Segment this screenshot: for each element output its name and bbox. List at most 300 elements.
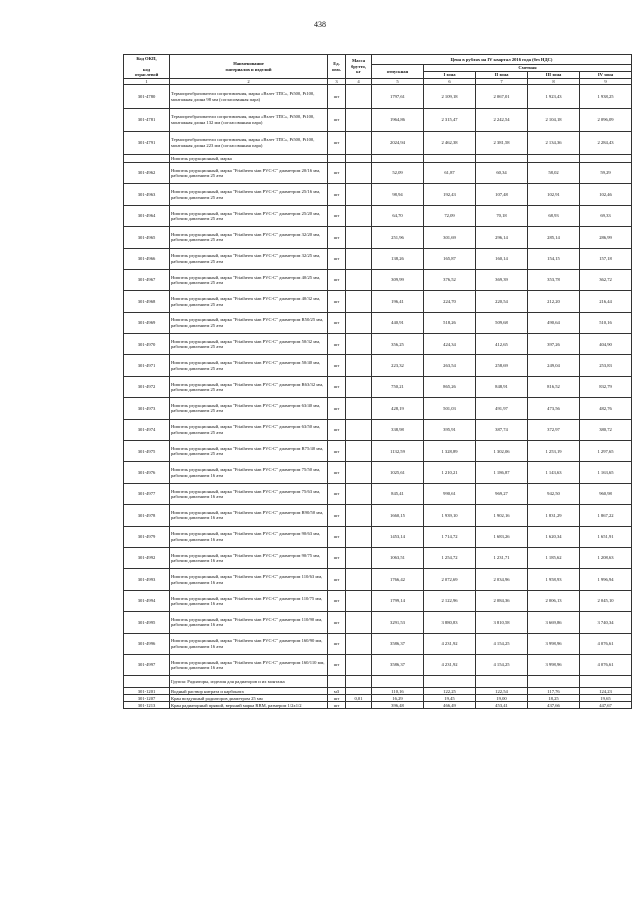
cell-price-1: 110,16 bbox=[372, 688, 424, 695]
cell-price-2: 1 210,21 bbox=[424, 462, 476, 483]
cell-code: 301-4967 bbox=[124, 269, 170, 290]
cell-mass bbox=[346, 312, 372, 333]
table-row bbox=[124, 505, 632, 526]
cell-name: Ниппель редукционный, марка "Friatherm stan PVC-C" диаметром R75/40 мм, рабочим давлением 25 атм bbox=[170, 441, 328, 462]
cell-price-1: 1063,51 bbox=[372, 548, 424, 569]
header-zone-1: I зона bbox=[424, 72, 476, 79]
cell-price-5: 124,23 bbox=[580, 688, 632, 695]
cell-price-4: 2 006,13 bbox=[528, 590, 580, 611]
cell-price-2: 376,52 bbox=[424, 269, 476, 290]
cell-price-4: 154,15 bbox=[528, 248, 580, 269]
cell-price-3: 258,69 bbox=[476, 355, 528, 376]
cell-code bbox=[124, 154, 170, 162]
cell-mass bbox=[346, 355, 372, 376]
cell-price-2: 424,34 bbox=[424, 334, 476, 355]
cell-price-1: 138,26 bbox=[372, 248, 424, 269]
cell-code: 301-1207 bbox=[124, 695, 170, 702]
cell-code: 301-1201 bbox=[124, 688, 170, 695]
cell-price-1: 845,41 bbox=[372, 483, 424, 504]
cell-empty bbox=[580, 676, 632, 688]
cell-mass bbox=[346, 526, 372, 547]
cell-unit: шт bbox=[328, 227, 346, 248]
cell-price-4: 1 831,29 bbox=[528, 505, 580, 526]
cell-price-4: 397,26 bbox=[528, 334, 580, 355]
column-index-row: 1 2 3 4 5 6 7 8 9 bbox=[124, 79, 632, 85]
cell-price-2: 1 714,72 bbox=[424, 526, 476, 547]
cell-code: 301-4978 bbox=[124, 505, 170, 526]
cell-mass bbox=[346, 184, 372, 205]
header-base-price: отпускная bbox=[372, 65, 424, 79]
cell-mass: 0,01 bbox=[346, 695, 372, 702]
cell-empty bbox=[328, 676, 346, 688]
cell-price-5: 404,90 bbox=[580, 334, 632, 355]
cell-price-4: 18,25 bbox=[528, 695, 580, 702]
cell-price-3: 1 186,87 bbox=[476, 462, 528, 483]
page-number: 438 bbox=[314, 20, 326, 29]
cell-mass bbox=[346, 654, 372, 675]
cell-mass bbox=[346, 419, 372, 440]
cell-unit: шт bbox=[328, 85, 346, 108]
cell-unit: шт bbox=[328, 291, 346, 312]
cell-price-4: 1 185,62 bbox=[528, 548, 580, 569]
cell-mass bbox=[346, 227, 372, 248]
cell-price-3: 387,74 bbox=[476, 419, 528, 440]
cell-unit: шт bbox=[328, 526, 346, 547]
cell-price-1: 52,09 bbox=[372, 162, 424, 183]
cell-price-2: 19,45 bbox=[424, 695, 476, 702]
cell-code: 301-4979 bbox=[124, 526, 170, 547]
table-row bbox=[124, 688, 632, 695]
cell-price-5: 447,67 bbox=[580, 702, 632, 709]
cell-code: 301-4962 bbox=[124, 162, 170, 183]
group-row bbox=[124, 676, 632, 688]
cell-code: 301-4993 bbox=[124, 569, 170, 590]
cell-price-4: 816,52 bbox=[528, 376, 580, 397]
cell-name: Ниппель редукционный, марка "Friatherm stan PVC-C" диаметром 63/40 мм, рабочим давлением 25 атм bbox=[170, 398, 328, 419]
table-header bbox=[124, 55, 632, 85]
cell-price-4: 1 143,63 bbox=[528, 462, 580, 483]
header-zones: Сметная bbox=[424, 65, 632, 72]
cell-price-1: 396,48 bbox=[372, 702, 424, 709]
cell-price-4: 117,76 bbox=[528, 688, 580, 695]
cell-price-1: 3586,37 bbox=[372, 633, 424, 654]
cell-price-4: 102,91 bbox=[528, 184, 580, 205]
cell-price-3: 1 902,16 bbox=[476, 505, 528, 526]
cell-price-2: 518,26 bbox=[424, 312, 476, 333]
cell-price-4: 1 958,93 bbox=[528, 569, 580, 590]
cell-price-3: 60,34 bbox=[476, 162, 528, 183]
cell-price-5: 1 208,63 bbox=[580, 548, 632, 569]
table-row bbox=[124, 205, 632, 226]
cell-price-3: 969,27 bbox=[476, 483, 528, 504]
cell-price-2: 1 254,72 bbox=[424, 548, 476, 569]
cell-price-3: 2 034,96 bbox=[476, 569, 528, 590]
group-title: Группа: Радиаторы, изделия для радиаторов и их монтажа bbox=[170, 676, 328, 688]
cell-price-1: 1660,15 bbox=[372, 505, 424, 526]
cell-name: Ниппель редукционный, марка "Friatherm stan PVC-C" диаметром 90/75 мм, рабочим давлением 16 атм bbox=[170, 548, 328, 569]
cell-price-2: 395,91 bbox=[424, 419, 476, 440]
cell-unit: шт bbox=[328, 131, 346, 154]
cell-price-2: 122,25 bbox=[424, 688, 476, 695]
cell-price-2: 61,87 bbox=[424, 162, 476, 183]
cell-code: 301-4969 bbox=[124, 312, 170, 333]
cell-mass bbox=[346, 702, 372, 709]
cell-price-3: 2 067,01 bbox=[476, 85, 528, 108]
cell-price-5: 832,79 bbox=[580, 376, 632, 397]
cell-code: 301-4996 bbox=[124, 633, 170, 654]
cell-price-1: 16,29 bbox=[372, 695, 424, 702]
cell-price-4: 2 104,18 bbox=[528, 108, 580, 131]
cell-price-3: 220,54 bbox=[476, 291, 528, 312]
table-row bbox=[124, 633, 632, 654]
cell-price-3: 848,91 bbox=[476, 376, 528, 397]
cell-empty bbox=[424, 154, 476, 162]
price-table bbox=[123, 54, 632, 709]
cell-price-3: 453,41 bbox=[476, 702, 528, 709]
cell-name: Ниппель редукционный, марка "Friatherm stan PVC-C" диаметром 110/90 мм, рабочим давлением 16 атм bbox=[170, 612, 328, 633]
cell-unit: шт bbox=[328, 162, 346, 183]
table-row bbox=[124, 334, 632, 355]
cell-name: Ниппель редукционный, марка "Friatherm stan PVC-C" диаметром R50/25 мм, рабочим давлением 25 атм bbox=[170, 312, 328, 333]
cell-unit: шт bbox=[328, 269, 346, 290]
group-title: Ниппель редукционный, марка bbox=[170, 154, 328, 162]
table-row bbox=[124, 695, 632, 702]
cell-price-2: 192,43 bbox=[424, 184, 476, 205]
cell-price-3: 70,18 bbox=[476, 205, 528, 226]
table-row bbox=[124, 227, 632, 248]
cell-unit: шт bbox=[328, 590, 346, 611]
cell-price-3: 369,39 bbox=[476, 269, 528, 290]
table-row bbox=[124, 548, 632, 569]
cell-price-1: 356,25 bbox=[372, 334, 424, 355]
cell-mass bbox=[346, 462, 372, 483]
cell-price-1: 338,98 bbox=[372, 419, 424, 440]
cell-unit: шт bbox=[328, 612, 346, 633]
cell-price-1: 3291,53 bbox=[372, 612, 424, 633]
cell-unit: шт bbox=[328, 312, 346, 333]
cell-price-5: 3 740,34 bbox=[580, 612, 632, 633]
header-zone-2: II зона bbox=[476, 72, 528, 79]
cell-price-5: 1 867,22 bbox=[580, 505, 632, 526]
cell-price-4: 58,02 bbox=[528, 162, 580, 183]
cell-price-1: 1453,14 bbox=[372, 526, 424, 547]
cell-name: Ниппель редукционный, марка "Friatherm stan PVC-C" диаметром 160/110 мм, рабочим давлением 16 атм bbox=[170, 654, 328, 675]
cell-unit: шт bbox=[328, 569, 346, 590]
cell-price-5: 1 163,65 bbox=[580, 462, 632, 483]
cell-price-4: 437,66 bbox=[528, 702, 580, 709]
table-row bbox=[124, 248, 632, 269]
cell-name: Ниппель редукционный, марка "Friatherm stan PVC-C" диаметром R63/32 мм, рабочим давлением 25 атм bbox=[170, 376, 328, 397]
cell-code: 301-4968 bbox=[124, 291, 170, 312]
cell-mass bbox=[346, 441, 372, 462]
cell-mass bbox=[346, 162, 372, 183]
cell-price-3: 1 683,26 bbox=[476, 526, 528, 547]
cell-code: 301-4780 bbox=[124, 85, 170, 108]
cell-price-2: 466,49 bbox=[424, 702, 476, 709]
cell-mass bbox=[346, 483, 372, 504]
cell-mass bbox=[346, 548, 372, 569]
cell-code: 301-4995 bbox=[124, 612, 170, 633]
table-row bbox=[124, 590, 632, 611]
cell-price-3: 160,14 bbox=[476, 248, 528, 269]
cell-price-5: 59,29 bbox=[580, 162, 632, 183]
cell-price-2: 3 880,83 bbox=[424, 612, 476, 633]
cell-price-5: 69,33 bbox=[580, 205, 632, 226]
cell-price-3: 2 381,58 bbox=[476, 131, 528, 154]
cell-code: 301-4791 bbox=[124, 131, 170, 154]
cell-name: Ниппель редукционный, марка "Friatherm stan PVC-C" диаметром 32/20 мм, рабочим давлением 25 атм bbox=[170, 227, 328, 248]
cell-empty bbox=[580, 154, 632, 162]
cell-unit: шт bbox=[328, 334, 346, 355]
cell-price-1: 251,96 bbox=[372, 227, 424, 248]
cell-price-5: 4 076,61 bbox=[580, 633, 632, 654]
cell-mass bbox=[346, 291, 372, 312]
cell-name: Ниппель редукционный, марка "Friatherm stan PVC-C" диаметром 110/63 мм, рабочим давлением 16 атм bbox=[170, 569, 328, 590]
cell-price-2: 4 231,92 bbox=[424, 654, 476, 675]
header-unit: Ед. изм. bbox=[328, 55, 346, 79]
cell-price-4: 1 253,19 bbox=[528, 441, 580, 462]
cell-price-5: 380,72 bbox=[580, 419, 632, 440]
cell-price-2: 72,09 bbox=[424, 205, 476, 226]
cell-unit: шт bbox=[328, 654, 346, 675]
cell-price-3: 2 084,36 bbox=[476, 590, 528, 611]
cell-price-5: 157,18 bbox=[580, 248, 632, 269]
cell-price-3: 2 242,54 bbox=[476, 108, 528, 131]
cell-name: Термопреобразователи сопротивления, марка «Взлет ТПС», Pt500, Pt100, монтажная длина 98 мм (согласованная пара) bbox=[170, 85, 328, 108]
cell-price-5: 1 938,25 bbox=[580, 85, 632, 108]
cell-name: Ниппель редукционный, марка "Friatherm stan PVC-C" диаметром 75/50 мм, рабочим давлением 16 атм bbox=[170, 462, 328, 483]
cell-price-4: 942,50 bbox=[528, 483, 580, 504]
cell-price-4: 1 620,34 bbox=[528, 526, 580, 547]
cell-mass bbox=[346, 688, 372, 695]
cell-code: 301-4976 bbox=[124, 462, 170, 483]
cell-mass bbox=[346, 376, 372, 397]
cell-unit: шт bbox=[328, 483, 346, 504]
cell-empty bbox=[328, 154, 346, 162]
cell-price-4: 2 134,36 bbox=[528, 131, 580, 154]
cell-unit: шт bbox=[328, 184, 346, 205]
cell-price-1: 1025,61 bbox=[372, 462, 424, 483]
cell-mass bbox=[346, 205, 372, 226]
cell-code: 301-4966 bbox=[124, 248, 170, 269]
cell-price-5: 216,44 bbox=[580, 291, 632, 312]
cell-code: 301-4992 bbox=[124, 548, 170, 569]
cell-unit: шт bbox=[328, 355, 346, 376]
cell-price-4: 68,93 bbox=[528, 205, 580, 226]
cell-name: Ниппель редукционный, марка "Friatherm stan PVC-C" диаметром 160/90 мм, рабочим давлением 16 атм bbox=[170, 633, 328, 654]
cell-price-4: 3 998,96 bbox=[528, 654, 580, 675]
cell-mass bbox=[346, 248, 372, 269]
cell-price-2: 165,87 bbox=[424, 248, 476, 269]
cell-empty bbox=[476, 676, 528, 688]
cell-code: 301-4963 bbox=[124, 184, 170, 205]
cell-price-4: 1 923,43 bbox=[528, 85, 580, 108]
cell-code: 301-4970 bbox=[124, 334, 170, 355]
cell-name: Ниппель редукционный, марка "Friatherm stan PVC-C" диаметром 110/75 мм, рабочим давлением 16 атм bbox=[170, 590, 328, 611]
cell-code: 301-4974 bbox=[124, 419, 170, 440]
cell-mass bbox=[346, 505, 372, 526]
table-row bbox=[124, 702, 632, 709]
cell-price-3: 122,54 bbox=[476, 688, 528, 695]
cell-mass bbox=[346, 131, 372, 154]
cell-price-1: 1964,86 bbox=[372, 108, 424, 131]
cell-price-2: 2 122,96 bbox=[424, 590, 476, 611]
cell-price-2: 1 939,10 bbox=[424, 505, 476, 526]
cell-empty bbox=[346, 676, 372, 688]
table-row bbox=[124, 441, 632, 462]
cell-price-2: 1 328,89 bbox=[424, 441, 476, 462]
cell-name: Водный раствор нитрата и карбоната bbox=[170, 688, 328, 695]
header-zone-3: III зона bbox=[528, 72, 580, 79]
cell-code: 301-4971 bbox=[124, 355, 170, 376]
cell-price-2: 2 109,18 bbox=[424, 85, 476, 108]
cell-unit: шт bbox=[328, 505, 346, 526]
group-row bbox=[124, 154, 632, 162]
table-row bbox=[124, 526, 632, 547]
table-row bbox=[124, 108, 632, 131]
cell-name: Ниппель редукционный, марка "Friatherm stan PVC-C" диаметром 50/40 мм, рабочим давлением 25 атм bbox=[170, 355, 328, 376]
table-row bbox=[124, 569, 632, 590]
cell-name: Ниппель редукционный, марка "Friatherm stan PVC-C" диаметром 40/25 мм, рабочим давлением 25 атм bbox=[170, 269, 328, 290]
cell-mass bbox=[346, 569, 372, 590]
cell-name: Термопреобразователи сопротивления, марка «Взлет ТПС», Pt500, Pt100, монтажная длина 132 мм (согласованная пара) bbox=[170, 108, 328, 131]
cell-price-3: 491,97 bbox=[476, 398, 528, 419]
cell-price-4: 490,64 bbox=[528, 312, 580, 333]
cell-code bbox=[124, 676, 170, 688]
cell-unit: м3 bbox=[328, 688, 346, 695]
cell-empty bbox=[424, 676, 476, 688]
cell-price-2: 865,26 bbox=[424, 376, 476, 397]
cell-code: 301-4975 bbox=[124, 441, 170, 462]
cell-mass bbox=[346, 590, 372, 611]
cell-price-5: 4 076,61 bbox=[580, 654, 632, 675]
cell-unit: шт bbox=[328, 108, 346, 131]
cell-price-2: 224,70 bbox=[424, 291, 476, 312]
cell-price-4: 212,20 bbox=[528, 291, 580, 312]
cell-mass bbox=[346, 108, 372, 131]
cell-name: Ниппель редукционный, марка "Friatherm stan PVC-C" диаметром 63/50 мм, рабочим давлением 25 атм bbox=[170, 419, 328, 440]
cell-price-1: 1766,42 bbox=[372, 569, 424, 590]
cell-price-4: 473,56 bbox=[528, 398, 580, 419]
cell-mass bbox=[346, 85, 372, 108]
cell-price-1: 223,32 bbox=[372, 355, 424, 376]
cell-unit: шт bbox=[328, 398, 346, 419]
cell-price-5: 2 045,10 bbox=[580, 590, 632, 611]
cell-price-2: 990,61 bbox=[424, 483, 476, 504]
cell-price-3: 107,48 bbox=[476, 184, 528, 205]
cell-price-1: 440,91 bbox=[372, 312, 424, 333]
cell-name: Ниппель редукционный, марка "Friatherm stan PVC-C" диаметром R90/50 мм, рабочим давлением 16 атм bbox=[170, 505, 328, 526]
cell-price-5: 2 096,09 bbox=[580, 108, 632, 131]
cell-code: 301-4781 bbox=[124, 108, 170, 131]
cell-empty bbox=[528, 154, 580, 162]
cell-price-2: 501,03 bbox=[424, 398, 476, 419]
cell-price-3: 3 810,58 bbox=[476, 612, 528, 633]
cell-price-3: 4 154,25 bbox=[476, 654, 528, 675]
cell-price-3: 509,68 bbox=[476, 312, 528, 333]
cell-price-4: 249,04 bbox=[528, 355, 580, 376]
cell-price-4: 372,97 bbox=[528, 419, 580, 440]
table-row bbox=[124, 162, 632, 183]
cell-mass bbox=[346, 398, 372, 419]
cell-price-1: 750,21 bbox=[372, 376, 424, 397]
table-body bbox=[124, 85, 632, 709]
table-row bbox=[124, 184, 632, 205]
cell-code: 301-4964 bbox=[124, 205, 170, 226]
cell-price-2: 4 231,92 bbox=[424, 633, 476, 654]
cell-price-5: 510,16 bbox=[580, 312, 632, 333]
cell-price-5: 2 284,43 bbox=[580, 131, 632, 154]
cell-code: 301-4972 bbox=[124, 376, 170, 397]
cell-price-1: 1132,59 bbox=[372, 441, 424, 462]
table-row bbox=[124, 612, 632, 633]
cell-name: Ниппель редукционный, марка "Friatherm stan PVC-C" диаметром 50/32 мм, рабочим давлением 25 атм bbox=[170, 334, 328, 355]
cell-price-5: 1 297,65 bbox=[580, 441, 632, 462]
cell-price-1: 196,41 bbox=[372, 291, 424, 312]
cell-price-2: 2 462,38 bbox=[424, 131, 476, 154]
cell-code: 301-4994 bbox=[124, 590, 170, 611]
header-name: Наименование материалов и изделий bbox=[170, 55, 328, 79]
cell-code: 301-1213 bbox=[124, 702, 170, 709]
cell-unit: шт bbox=[328, 376, 346, 397]
cell-name: Ниппель редукционный, марка "Friatherm stan PVC-C" диаметром 25/20 мм, рабочим давлением 25 атм bbox=[170, 205, 328, 226]
cell-price-3: 296,14 bbox=[476, 227, 528, 248]
cell-code: 301-4965 bbox=[124, 227, 170, 248]
cell-empty bbox=[372, 154, 424, 162]
cell-name: Ниппель редукционный, марка "Friatherm stan PVC-C" диаметром 40/32 мм, рабочим давлением 25 атм bbox=[170, 291, 328, 312]
cell-price-5: 960,98 bbox=[580, 483, 632, 504]
table-row bbox=[124, 355, 632, 376]
cell-price-1: 64,70 bbox=[372, 205, 424, 226]
cell-unit: шт bbox=[328, 419, 346, 440]
cell-code: 301-4973 bbox=[124, 398, 170, 419]
cell-unit: шт bbox=[328, 633, 346, 654]
cell-price-2: 301,69 bbox=[424, 227, 476, 248]
cell-unit: шт bbox=[328, 462, 346, 483]
cell-price-1: 98,94 bbox=[372, 184, 424, 205]
cell-unit: шт bbox=[328, 702, 346, 709]
table-row bbox=[124, 483, 632, 504]
table-row bbox=[124, 291, 632, 312]
cell-unit: шт bbox=[328, 205, 346, 226]
cell-price-5: 1 996,94 bbox=[580, 569, 632, 590]
cell-empty bbox=[346, 154, 372, 162]
table-row bbox=[124, 131, 632, 154]
cell-price-1: 1799,14 bbox=[372, 590, 424, 611]
cell-price-5: 19,65 bbox=[580, 695, 632, 702]
cell-price-5: 1 651,91 bbox=[580, 526, 632, 547]
cell-price-2: 263,54 bbox=[424, 355, 476, 376]
cell-price-1: 2024,94 bbox=[372, 131, 424, 154]
header-price-title: Цена в рублях на IV квартал 2016 года (без НДС) bbox=[372, 55, 632, 65]
table-row bbox=[124, 85, 632, 108]
cell-mass bbox=[346, 334, 372, 355]
header-code: Код ОКП, код отраслевой bbox=[124, 55, 170, 79]
cell-price-2: 2 072,69 bbox=[424, 569, 476, 590]
cell-price-3: 1 231,71 bbox=[476, 548, 528, 569]
cell-empty bbox=[372, 676, 424, 688]
header-zone-4: IV зона bbox=[580, 72, 632, 79]
cell-price-5: 362,72 bbox=[580, 269, 632, 290]
table-row bbox=[124, 419, 632, 440]
cell-price-1: 428,19 bbox=[372, 398, 424, 419]
cell-name: Кран радиаторный прямой, верхний марка RBM, размером 1/2х1/2 bbox=[170, 702, 328, 709]
cell-price-4: 3 998,96 bbox=[528, 633, 580, 654]
cell-price-3: 412,65 bbox=[476, 334, 528, 355]
cell-name: Ниппель редукционный, марка "Friatherm stan PVC-C" диаметром 32/25 мм, рабочим давлением 25 атм bbox=[170, 248, 328, 269]
cell-unit: шт bbox=[328, 441, 346, 462]
cell-name: Ниппель редукционный, марка "Friatherm stan PVC-C" диаметром 75/63 мм, рабочим давлением 16 атм bbox=[170, 483, 328, 504]
